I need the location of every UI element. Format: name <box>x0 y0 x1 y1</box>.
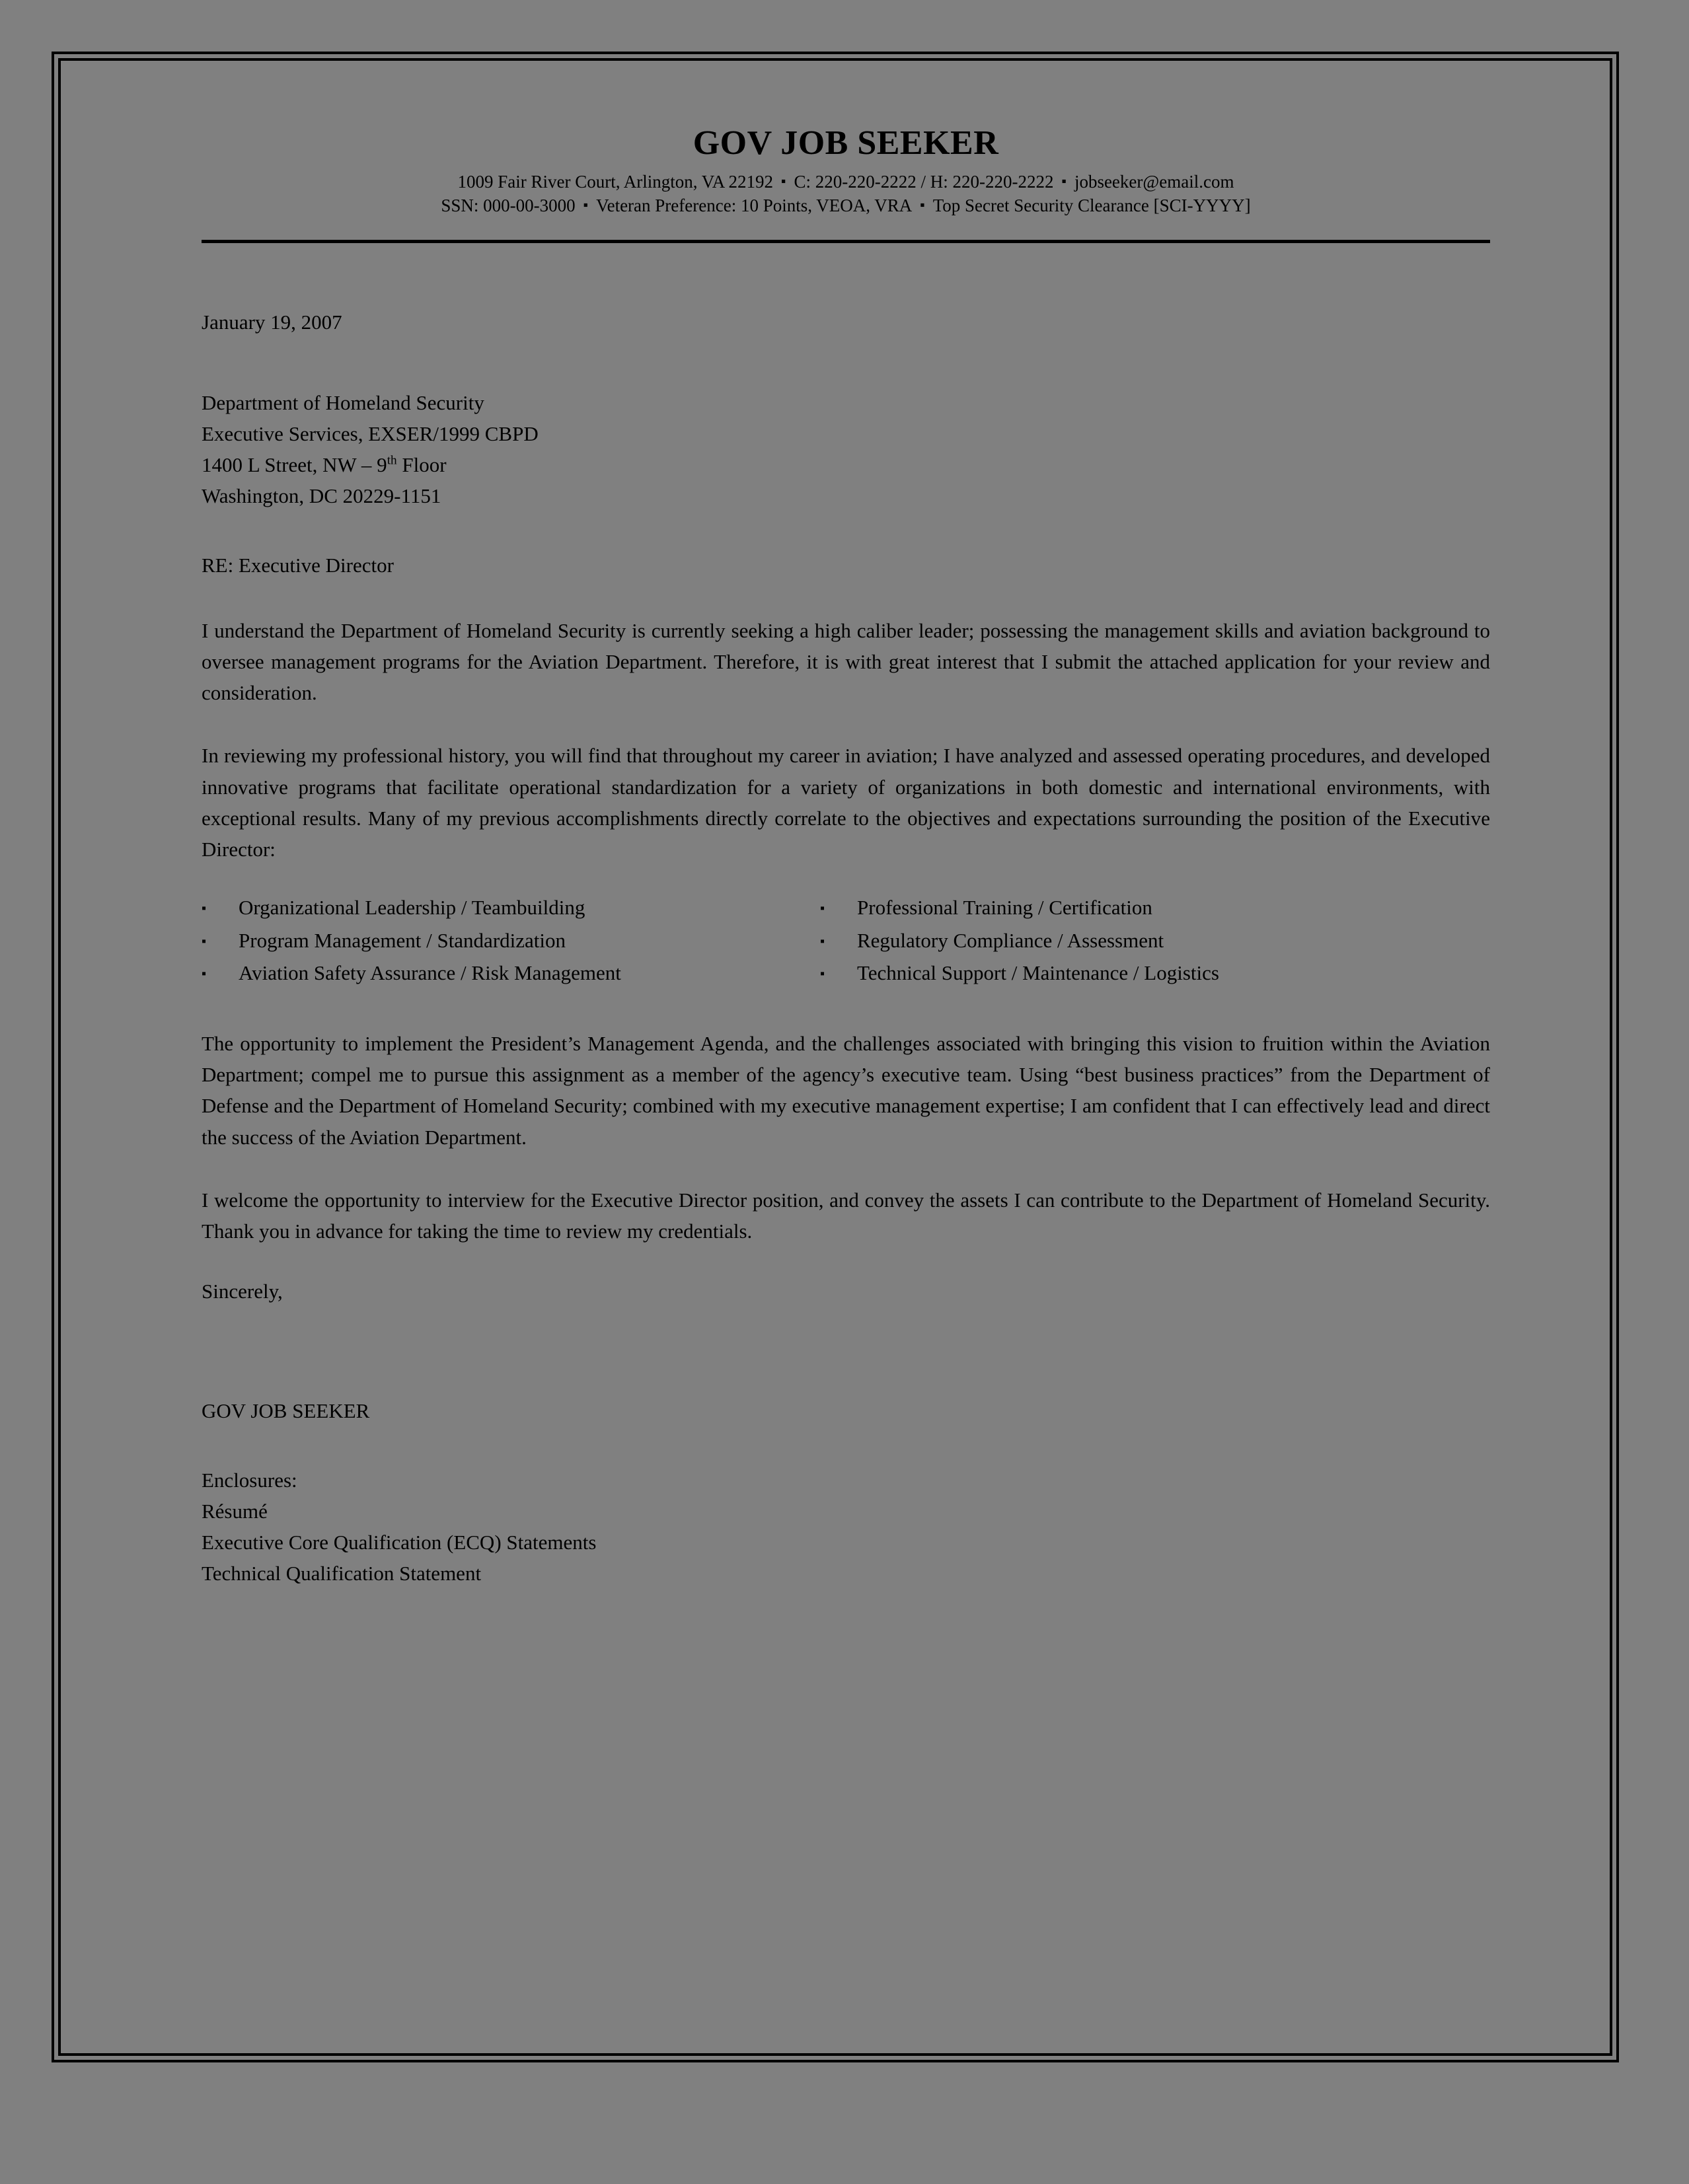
email-address[interactable]: jobseeker@email.com <box>1074 172 1234 192</box>
enclosure-item: Technical Qualification Statement <box>202 1562 482 1585</box>
separator-bullet-icon: ▪ <box>781 173 786 190</box>
bullet-square-icon: ▪ <box>202 933 207 949</box>
letter-date: January 19, 2007 <box>202 310 342 334</box>
qualification-item: Organizational Leadership / Teambuilding <box>239 895 585 919</box>
ordinal-suffix: th <box>387 453 397 468</box>
qualifications-row <box>202 927 1490 960</box>
qualification-item: Program Management / Standardization <box>239 928 566 952</box>
home-address: 1009 Fair River Court, Arlington, VA 22192 <box>457 172 774 192</box>
signature-name: GOV JOB SEEKER <box>202 1399 370 1422</box>
bullet-square-icon: ▪ <box>820 966 825 982</box>
subject-line: RE: Executive Director <box>202 554 394 577</box>
qualification-item: Aviation Safety Assurance / Risk Management <box>239 961 621 985</box>
body-paragraph-4: I welcome the opportunity to interview for the Executive Director position, and convey the assets I can contribute to the Department of Homeland Security. Thank you in advance for taking the time to review my credentials. <box>202 1188 1490 1243</box>
letterhead <box>202 52 1490 243</box>
qualification-item: Technical Support / Maintenance / Logistics <box>857 961 1219 985</box>
bullet-square-icon: ▪ <box>820 933 825 949</box>
separator-bullet-icon: ▪ <box>583 196 589 213</box>
bullet-square-icon: ▪ <box>202 900 207 916</box>
enclosures-heading: Enclosures: <box>202 1469 297 1492</box>
veteran-preference-value: Veteran Preference: 10 Points, VEOA, VRA <box>596 195 913 215</box>
letter-page <box>202 52 1490 1589</box>
phone-numbers: C: 220-220-2222 / H: 220-220-2222 <box>794 172 1054 192</box>
letterhead-clearance-line <box>202 194 1490 218</box>
letter-body <box>202 307 1490 1589</box>
ssn-value: SSN: 000-00-3000 <box>441 195 576 215</box>
recipient-organization: Department of Homeland Security <box>202 390 484 414</box>
letterhead-contact-line <box>202 170 1490 194</box>
separator-bullet-icon: ▪ <box>920 196 925 213</box>
separator-bullet-icon: ▪ <box>1061 173 1067 190</box>
qualifications-row <box>202 894 1490 927</box>
recipient-street <box>202 449 1490 480</box>
body-paragraph-2: In reviewing my professional history, you will find that throughout my career in aviation; I have analyzed and assessed operating procedures, and developed innovative programs that facilitate operational standardization for a variety of organizations in both domestic and international environments, with exceptional results. Many of my previous accomplishments directly correlate to the objectives and expectations surrounding the position of the Executive Director: <box>202 744 1490 861</box>
body-paragraph-3: The opportunity to implement the President’s Management Agenda, and the challenges associated with bringing this vision to fruition within the Aviation Department; compel me to pursue this assignment as a member of the agency’s executive team. Using “best business practices” from the Department of Defense and the Department of Homeland Security; combined with my executive management expertise; I am confident that I can effectively lead and direct the success of the Aviation Department. <box>202 1032 1490 1149</box>
recipient-city-state-zip: Washington, DC 20229-1151 <box>202 484 441 507</box>
security-clearance-value: Top Secret Security Clearance [SCI-YYYY] <box>932 195 1251 215</box>
enclosure-item: Résumé <box>202 1500 268 1523</box>
recipient-office: Executive Services, EXSER/1999 CBPD <box>202 421 539 445</box>
recipient-address-block <box>202 387 1490 511</box>
enclosures-block <box>202 1465 1490 1589</box>
qualification-item: Professional Training / Certification <box>857 895 1152 919</box>
applicant-name-heading: GOV JOB SEEKER <box>693 124 999 162</box>
enclosure-item: Executive Core Qualification (ECQ) Statements <box>202 1531 597 1554</box>
letterhead-divider-rule <box>202 240 1490 243</box>
body-paragraph-1: I understand the Department of Homeland Security is currently seeking a high caliber leader; possessing the management skills and aviation background to oversee management programs for the Aviation Department. Therefore, it is with great interest that I submit the attached application for your review and consideration. <box>202 619 1490 705</box>
bullet-square-icon: ▪ <box>202 966 207 982</box>
closing-salutation: Sincerely, <box>202 1279 283 1303</box>
qualifications-list <box>202 894 1490 992</box>
qualifications-row <box>202 959 1490 992</box>
recipient-street-text: 1400 L Street, NW – 9 <box>202 453 387 476</box>
recipient-street-suffix: Floor <box>396 453 447 476</box>
bullet-square-icon: ▪ <box>820 900 825 916</box>
qualification-item: Regulatory Compliance / Assessment <box>857 928 1164 952</box>
